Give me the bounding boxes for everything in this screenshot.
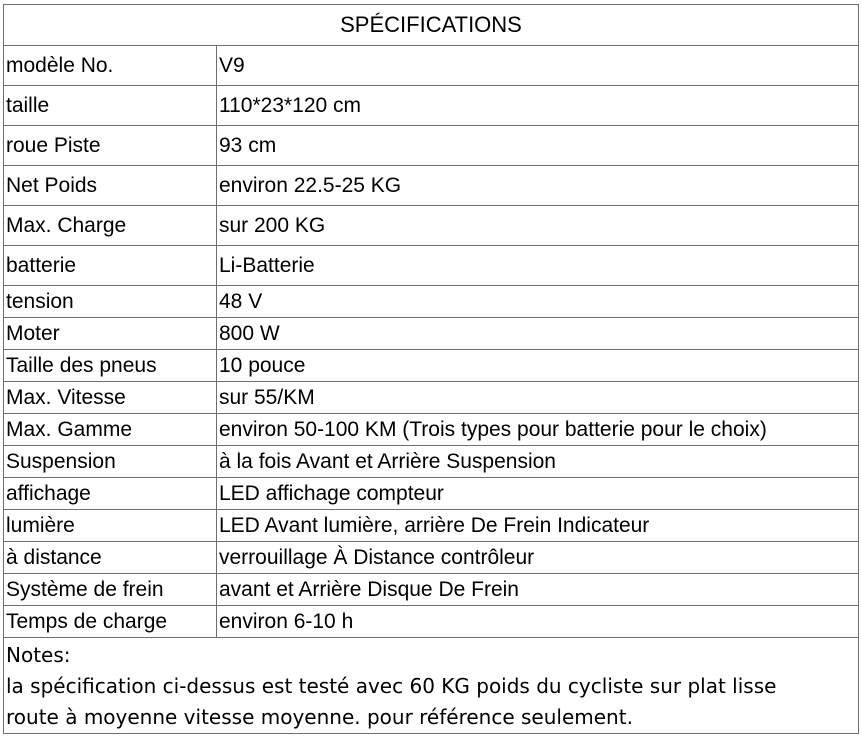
table-row: [4, 574, 859, 606]
table-row: [4, 86, 859, 126]
spec-label: Taille des pneus: [4, 350, 217, 382]
spec-label: Système de frein: [4, 574, 217, 606]
spec-value: 10 pouce: [217, 350, 859, 382]
spec-label: Max. Vitesse: [4, 382, 217, 414]
table-row: [4, 46, 859, 86]
notes-row: [4, 638, 859, 734]
table-title: SPÉCIFICATIONS: [4, 5, 859, 46]
spec-label: modèle No.: [4, 46, 217, 86]
spec-label: Temps de charge: [4, 606, 217, 638]
table-row: [4, 446, 859, 478]
table-row: [4, 606, 859, 638]
spec-label: tension: [4, 286, 217, 318]
spec-value: avant et Arrière Disque De Frein: [217, 574, 859, 606]
spec-value: LED Avant lumière, arrière De Frein Indicateur: [217, 510, 859, 542]
spec-value: 110*23*120 cm: [217, 86, 859, 126]
table-row: [4, 166, 859, 206]
spec-label: roue Piste: [4, 126, 217, 166]
spec-label: lumière: [4, 510, 217, 542]
spec-label: Moter: [4, 318, 217, 350]
spec-label: à distance: [4, 542, 217, 574]
table-row: [4, 414, 859, 446]
table-row: [4, 246, 859, 286]
notes-text-line-1: la spécification ci-dessus est testé avec 60 KG poids du cycliste sur plat lisse: [6, 674, 777, 698]
table-row: [4, 542, 859, 574]
table-row: [4, 350, 859, 382]
table-row: [4, 510, 859, 542]
notes-cell: [4, 638, 859, 734]
spec-label: batterie: [4, 246, 217, 286]
spec-value: sur 200 KG: [217, 206, 859, 246]
spec-value: verrouillage À Distance contrôleur: [217, 542, 859, 574]
spec-value: environ 22.5-25 KG: [217, 166, 859, 206]
spec-label: Max. Gamme: [4, 414, 217, 446]
spec-value: 93 cm: [217, 126, 859, 166]
table-row: [4, 318, 859, 350]
table-row: [4, 286, 859, 318]
table-row: [4, 126, 859, 166]
table-row: [4, 382, 859, 414]
spec-value: 800 W: [217, 318, 859, 350]
spec-value: V9: [217, 46, 859, 86]
notes-text-line-2: route à moyenne vitesse moyenne. pour référence seulement.: [6, 705, 633, 729]
spec-value: à la fois Avant et Arrière Suspension: [217, 446, 859, 478]
spec-label: Suspension: [4, 446, 217, 478]
spec-value: LED affichage compteur: [217, 478, 859, 510]
spec-label: taille: [4, 86, 217, 126]
spec-value: environ 50-100 KM (Trois types pour batterie pour le choix): [217, 414, 859, 446]
spec-value: environ 6-10 h: [217, 606, 859, 638]
notes-heading: Notes:: [6, 643, 71, 667]
spec-value: 48 V: [217, 286, 859, 318]
spec-value: sur 55/KM: [217, 382, 859, 414]
spec-value: Li-Batterie: [217, 246, 859, 286]
specifications-table: [3, 4, 859, 734]
spec-label: Net Poids: [4, 166, 217, 206]
spec-label: Max. Charge: [4, 206, 217, 246]
table-row: [4, 478, 859, 510]
spec-label: affichage: [4, 478, 217, 510]
table-row: [4, 206, 859, 246]
